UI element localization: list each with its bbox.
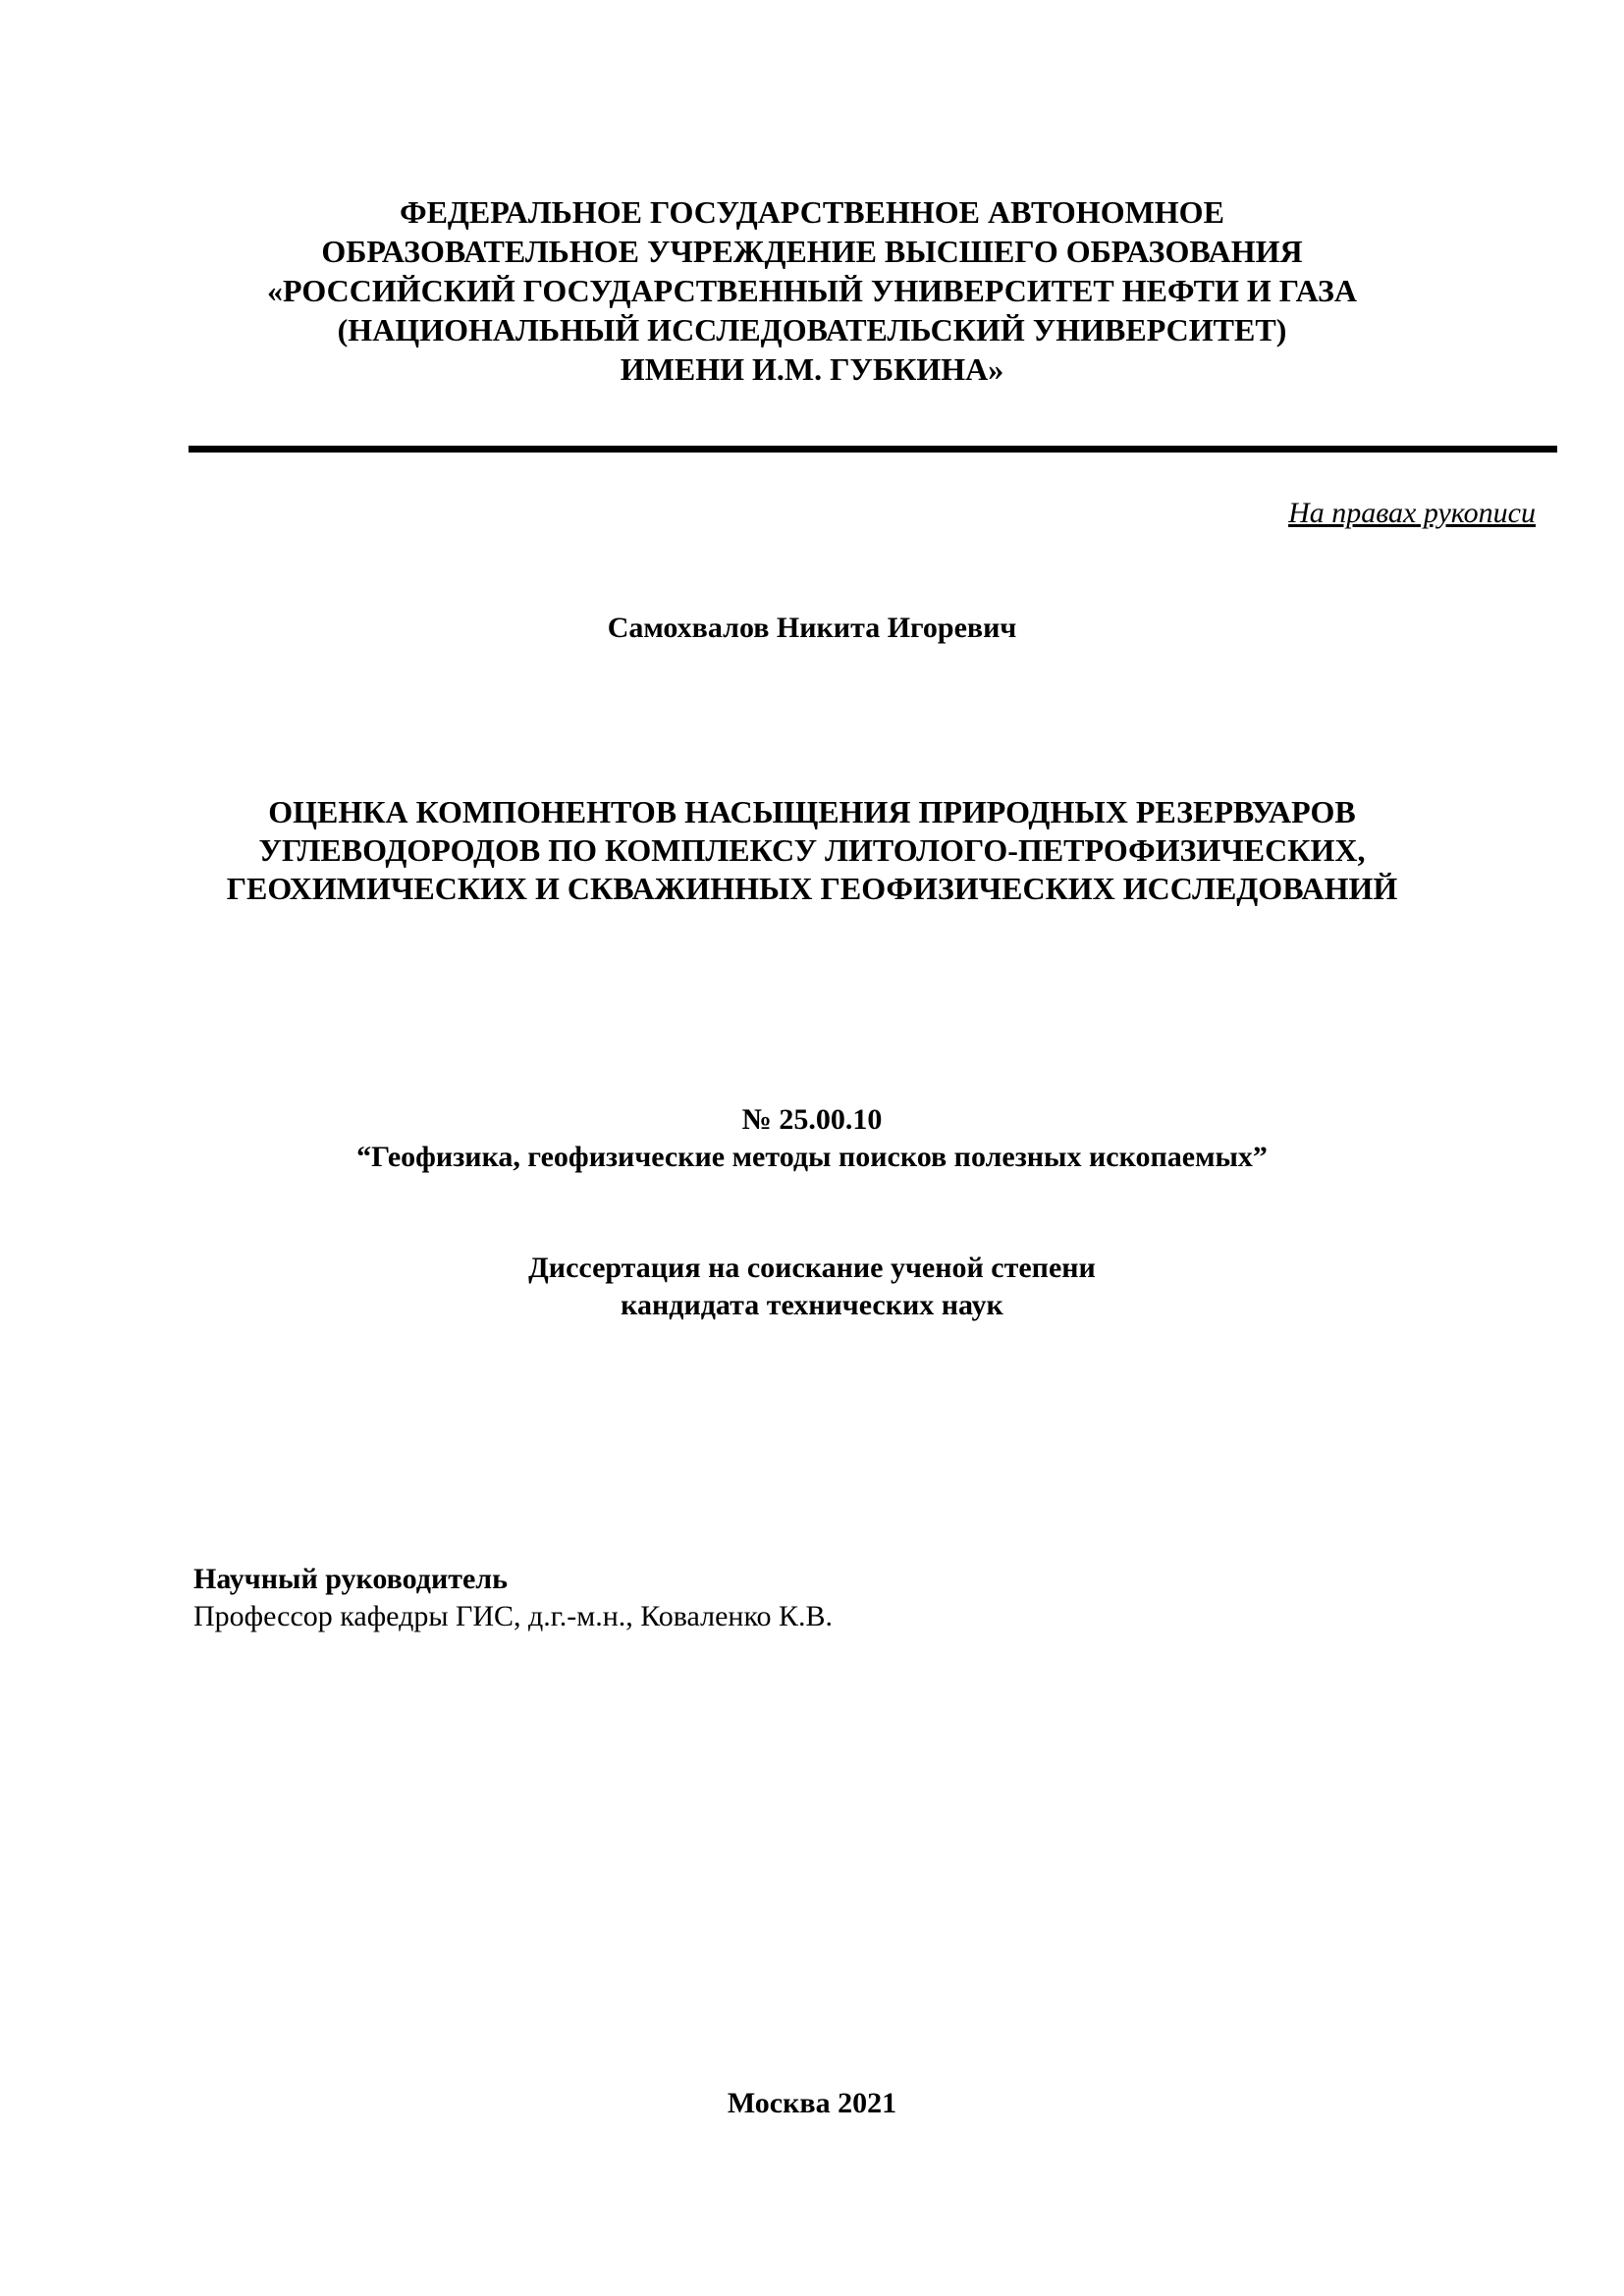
degree-block	[0, 1250, 1624, 1324]
supervisor-label: Научный руководитель	[193, 1563, 508, 1595]
header-line: (НАЦИОНАЛЬНЫЙ ИССЛЕДОВАТЕЛЬСКИЙ УНИВЕРСИТЕТ)	[337, 312, 1287, 347]
supervisor-details: Профессор кафедры ГИС, д.г.-м.н., Коваленко К.В.	[193, 1600, 834, 1632]
header-line: ОБРАЗОВАТЕЛЬНОЕ УЧРЕЖДЕНИЕ ВЫСШЕГО ОБРАЗОВАНИЯ	[321, 234, 1303, 269]
specialty-block	[0, 1101, 1624, 1176]
author-name: Самохвалов Никита Игоревич	[607, 612, 1017, 644]
header-line: ФЕДЕРАЛЬНОЕ ГОСУДАРСТВЕННОЕ АВТОНОМНОЕ	[400, 194, 1224, 230]
header-line: ИМЕНИ И.М. ГУБКИНА»	[620, 351, 1004, 387]
supervisor-block	[193, 1561, 833, 1635]
city-year: Москва 2021	[727, 2087, 897, 2119]
title-line: ОЦЕНКА КОМПОНЕНТОВ НАСЫЩЕНИЯ ПРИРОДНЫХ РЕЗЕРВУАРОВ	[268, 794, 1356, 829]
manuscript-note: На правах рукописи	[1288, 497, 1536, 529]
dissertation-title	[0, 793, 1624, 908]
degree-line: Диссертация на соискание ученой степени	[528, 1252, 1096, 1284]
header-divider	[189, 446, 1557, 453]
title-line: ГЕОХИМИЧЕСКИХ И СКВАЖИННЫХ ГЕОФИЗИЧЕСКИХ ИССЛЕДОВАНИЙ	[226, 871, 1398, 906]
degree-line: кандидата технических наук	[621, 1289, 1003, 1321]
specialty-name: “Геофизика, геофизические методы поисков полезных ископаемых”	[356, 1141, 1268, 1173]
institution-header	[0, 192, 1624, 389]
header-line: «РОССИЙСКИЙ ГОСУДАРСТВЕННЫЙ УНИВЕРСИТЕТ НЕФТИ И ГАЗА	[267, 273, 1357, 308]
title-line: УГЛЕВОДОРОДОВ ПО КОМПЛЕКСУ ЛИТОЛОГО-ПЕТРОФИЗИЧЕСКИХ,	[258, 832, 1366, 868]
specialty-code: № 25.00.10	[741, 1103, 883, 1136]
